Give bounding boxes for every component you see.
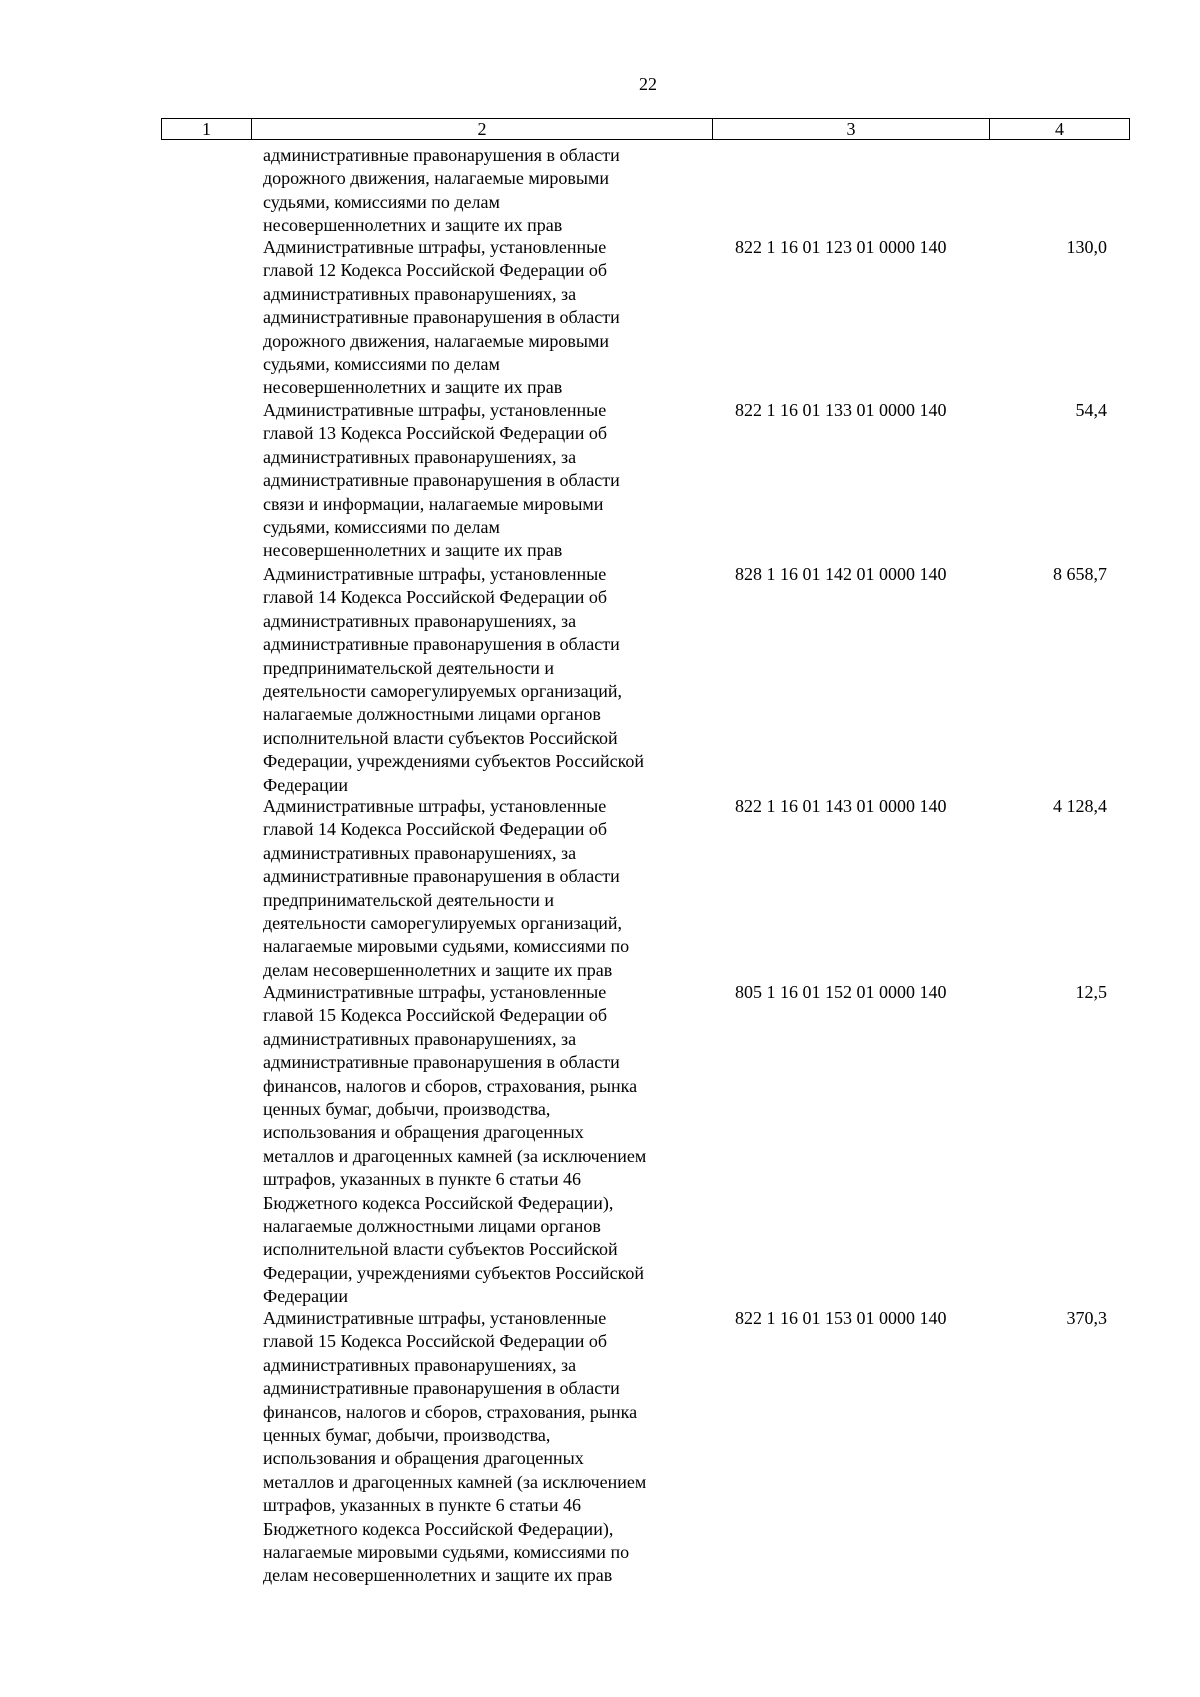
header-cell-3: 3 [713,119,990,139]
row-code: 822 1 16 01 133 01 0000 140 [735,400,947,420]
row-amount: 4 128,4 [1053,796,1107,816]
row-description: Административные штрафы, установленные главой 14 Кодекса Российской Федерации об административных правонарушениях, за административные правонарушения в области предпринимательской деятельности и деятельности саморегулируемых организаций, налагаемые должностными лицами органов исполнительной власти субъектов Российской Федерации, учреждениями субъектов Российской Федерации [263,564,645,795]
row-amount: 12,5 [1075,982,1107,1002]
row-code: 822 1 16 01 123 01 0000 140 [735,237,947,257]
row-description: Административные штрафы, установленные главой 15 Кодекса Российской Федерации об административных правонарушениях, за административные правонарушения в области финансов, налогов и сборов, страхования, рынка ценных бумаг, добычи, производства, использования и обращения драгоценных металлов и драгоценных камней (за исключением штрафов, указанных в пункте 6 статьи 46 Бюджетного кодекса Российской Федерации), налагаемые должностными лицами органов исполнительной власти субъектов Российской Федерации, учреждениями субъектов Российской Федерации [263,982,647,1307]
row-code: 828 1 16 01 142 01 0000 140 [735,564,947,584]
row-amount: 54,4 [1075,400,1107,420]
continuation-text: административные правонарушения в области дорожного движения, налагаемые мировыми судьями, комиссиями по делам несовершеннолетних и защите их прав [263,145,620,236]
row-code: 805 1 16 01 152 01 0000 140 [735,982,947,1002]
row-amount: 370,3 [1066,1308,1107,1328]
header-cell-2: 2 [252,119,713,139]
row-description: Административные штрафы, установленные главой 14 Кодекса Российской Федерации об административных правонарушениях, за административные правонарушения в области предпринимательской деятельности и деятельности саморегулируемых организаций, налагаемые мировыми судьями, комиссиями по делам несовершеннолетних и защите их прав [263,796,630,980]
row-code: 822 1 16 01 143 01 0000 140 [735,796,947,816]
row-amount: 130,0 [1066,237,1107,257]
row-code: 822 1 16 01 153 01 0000 140 [735,1308,947,1328]
header-cell-1: 1 [162,119,252,139]
table-header-row [161,118,1130,140]
row-amount: 8 658,7 [1053,564,1107,584]
row-description: Административные штрафы, установленные главой 13 Кодекса Российской Федерации об административных правонарушениях, за административные правонарушения в области связи и информации, налагаемые мировыми судьями, комиссиями по делам несовершеннолетних и защите их прав [263,400,620,561]
page-number: 22 [639,74,657,94]
row-description: Административные штрафы, установленные главой 12 Кодекса Российской Федерации об административных правонарушениях, за административные правонарушения в области дорожного движения, налагаемые мировыми судьями, комиссиями по делам несовершеннолетних и защите их прав [263,237,620,398]
row-description: Административные штрафы, установленные главой 15 Кодекса Российской Федерации об административных правонарушениях, за административные правонарушения в области финансов, налогов и сборов, страхования, рынка ценных бумаг, добычи, производства, использования и обращения драгоценных металлов и драгоценных камней (за исключением штрафов, указанных в пункте 6 статьи 46 Бюджетного кодекса Российской Федерации), налагаемые мировыми судьями, комиссиями по делам несовершеннолетних и защите их прав [263,1308,647,1586]
header-cell-4: 4 [1055,119,1064,139]
